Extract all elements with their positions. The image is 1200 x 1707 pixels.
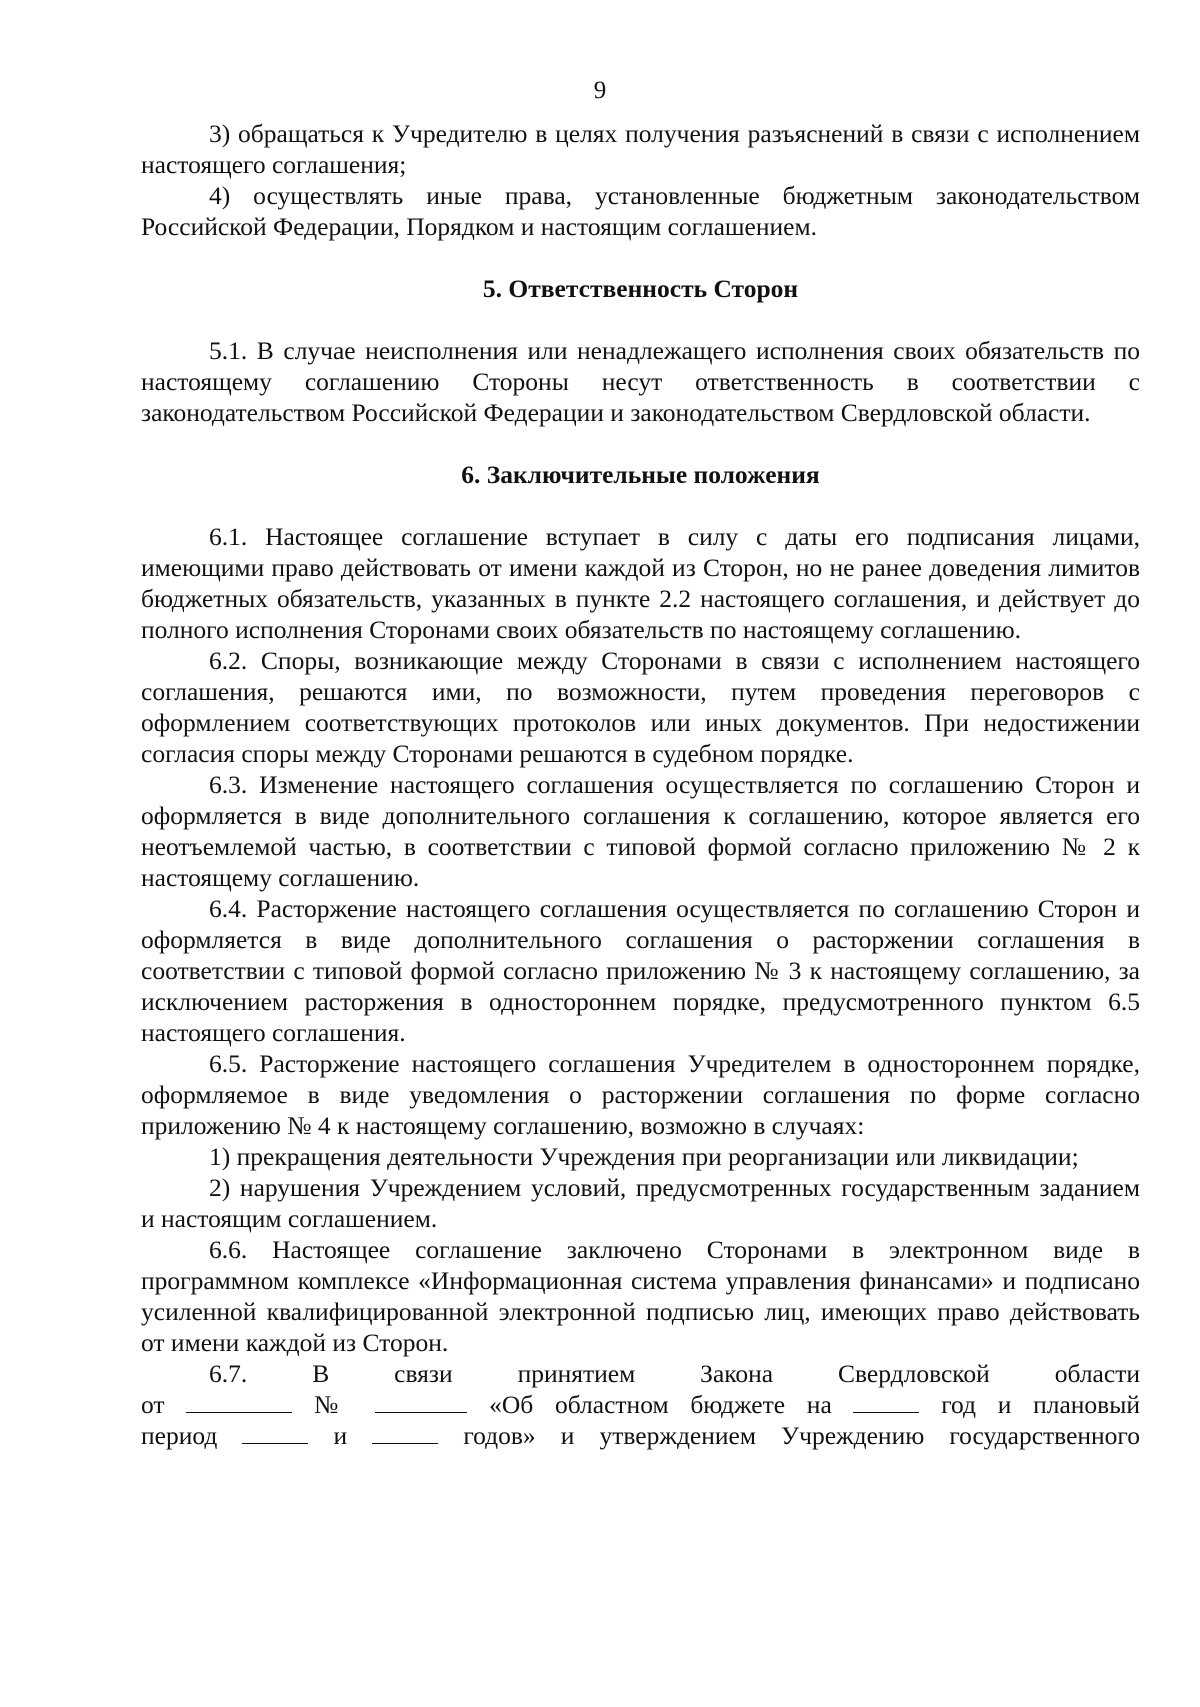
paragraph-4-3: 3) обращаться к Учредителю в целях получения разъяснений в связи с исполнением настоящего соглашения; — [141, 119, 1140, 179]
paragraph-6-5: 6.5. Расторжение настоящего соглашения Учредителем в одностороннем порядке, оформляемое в виде уведомления о расторжении соглашения по форме согласно приложению № 4 к настоящему соглашению, возможно в случаях: — [141, 1049, 1140, 1140]
paragraph-6-6: 6.6. Настоящее соглашение заключено Сторонами в электронном виде в программном комплексе «Информационная система управления финансами» и подписано усиленной квалифицированной электронной подписью лиц, имеющих право действовать от имени каждой из Сторон. — [141, 1235, 1140, 1357]
budget-year-blank[interactable] — [853, 1390, 919, 1413]
text-period: период — [141, 1421, 218, 1450]
date-blank[interactable] — [186, 1390, 292, 1413]
text-from: от — [141, 1390, 165, 1419]
paragraph-6-7-line-2 — [141, 1389, 1140, 1420]
paragraph-6-7-line-3 — [141, 1420, 1140, 1451]
paragraph-6-7-line-1: 6.7. В связи принятием Закона Свердловской области — [209, 1359, 1140, 1388]
paragraph-6-2: 6.2. Споры, возникающие между Сторонами в связи с исполнением настоящего соглашения, решаются ими, по возможности, путем проведения переговоров с оформлением соответствующих протоколов или иных документов. При недостижении согласия споры между Сторонами решаются в судебном порядке. — [141, 646, 1140, 768]
paragraph-4-4: 4) осуществлять иные права, установленные бюджетным законодательством Российской Федерации, Порядком и настоящим соглашением. — [141, 181, 1140, 241]
section-heading-6: 6. Заключительные положения — [461, 460, 820, 489]
period-start-blank[interactable] — [242, 1421, 308, 1444]
text-years-approval: годов» и утверждением Учреждению государственного — [463, 1421, 1141, 1450]
paragraph-6-5-item-2: 2) нарушения Учреждением условий, предусмотренных государственным заданием и настоящим соглашением. — [141, 1173, 1140, 1233]
section-heading-5: 5. Ответственность Сторон — [482, 274, 799, 303]
paragraph-5-1: 5.1. В случае неисполнения или ненадлежащего исполнения своих обязательств по настоящему соглашению Стороны несут ответственность в соответствии с законодательством Российской Федерации и законодательством Свердловской области. — [141, 336, 1140, 427]
text-number-sign: № — [314, 1390, 354, 1419]
law-number-blank[interactable] — [375, 1390, 467, 1413]
paragraph-6-3: 6.3. Изменение настоящего соглашения осуществляется по соглашению Сторон и оформляется в виде дополнительного соглашения к соглашению, которое является его неотъемлемой частью, в соответствии с типовой формой согласно приложению № 2 к настоящему соглашению. — [141, 770, 1140, 892]
period-end-blank[interactable] — [372, 1421, 438, 1444]
document-body — [141, 118, 1140, 1451]
page-number: 9 — [593, 77, 607, 104]
text-planned: год и плановый — [941, 1390, 1140, 1419]
paragraph-6-4: 6.4. Расторжение настоящего соглашения осуществляется по соглашению Сторон и оформляется в виде дополнительного соглашения о расторжении соглашения в соответствии с типовой формой согласно приложению № 3 к настоящему соглашению, за исключением расторжения в одностороннем порядке, предусмотренного пунктом 6.5 настоящего соглашения. — [141, 894, 1140, 1047]
paragraph-6-7 — [141, 1358, 1140, 1451]
paragraph-6-5-item-1: 1) прекращения деятельности Учреждения при реорганизации или ликвидации; — [209, 1142, 1079, 1171]
paragraph-6-1: 6.1. Настоящее соглашение вступает в силу с даты его подписания лицами, имеющими право действовать от имени каждой из Сторон, но не ранее доведения лимитов бюджетных обязательств, указанных в пункте 2.2 настоящего соглашения, и действует до полного исполнения Сторонами своих обязательств по настоящему соглашению. — [141, 522, 1140, 644]
text-budget-title: «Об областном бюджете на — [489, 1390, 832, 1419]
text-and: и — [333, 1421, 348, 1450]
